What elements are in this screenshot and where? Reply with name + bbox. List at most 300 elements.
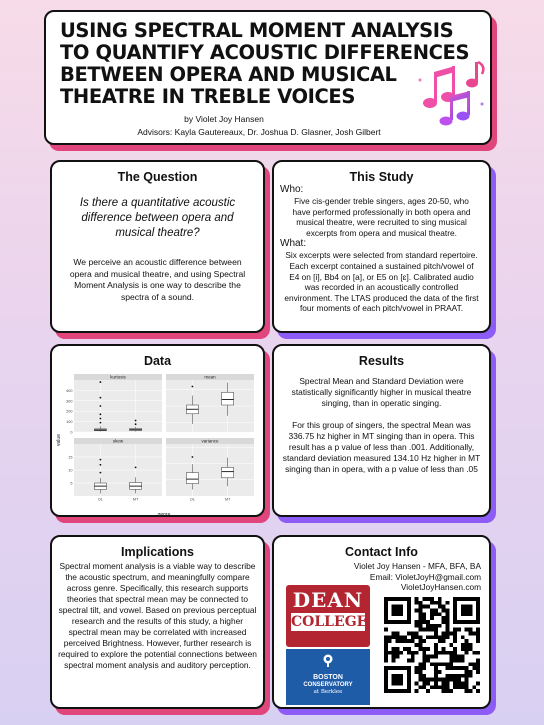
box bbox=[186, 473, 198, 484]
y-tick-label: 300 bbox=[66, 399, 73, 404]
qr-module bbox=[384, 609, 388, 613]
qr-module bbox=[422, 678, 426, 682]
boxplot-figure bbox=[56, 370, 260, 520]
qr-module bbox=[457, 666, 461, 670]
qr-module bbox=[453, 609, 457, 613]
qr-module bbox=[419, 662, 423, 666]
qr-module bbox=[438, 685, 442, 689]
qr-module bbox=[442, 616, 446, 620]
qr-module bbox=[422, 639, 426, 643]
qr-module bbox=[384, 647, 388, 651]
qr-module bbox=[457, 681, 461, 685]
boston-logo-line-3: at Berklee bbox=[313, 689, 343, 695]
qr-module bbox=[384, 616, 388, 620]
qr-module bbox=[449, 632, 453, 636]
title-line: TO QUANTIFY ACOUSTIC DIFFERENCES bbox=[60, 41, 470, 64]
contact-card bbox=[272, 535, 491, 709]
qr-module bbox=[434, 612, 438, 616]
qr-module bbox=[426, 658, 430, 662]
qr-module bbox=[453, 612, 457, 616]
qr-module bbox=[449, 689, 453, 693]
qr-module bbox=[453, 601, 457, 605]
qr-module bbox=[434, 662, 438, 666]
qr-module bbox=[399, 597, 403, 601]
qr-module bbox=[453, 674, 457, 678]
outlier-point bbox=[100, 405, 102, 407]
qr-module bbox=[449, 674, 453, 678]
qr-module bbox=[434, 628, 438, 632]
qr-module bbox=[468, 689, 472, 693]
qr-module bbox=[449, 655, 453, 659]
qr-module bbox=[476, 635, 480, 639]
qr-module bbox=[396, 612, 400, 616]
qr-module bbox=[396, 689, 400, 693]
qr-module bbox=[445, 681, 449, 685]
qr-module bbox=[453, 678, 457, 682]
qr-module bbox=[449, 651, 453, 655]
qr-module bbox=[415, 632, 419, 636]
qr-module bbox=[442, 609, 446, 613]
qr-module bbox=[419, 605, 423, 609]
qr-module bbox=[415, 651, 419, 655]
qr-module bbox=[403, 639, 407, 643]
qr-module bbox=[388, 689, 392, 693]
y-axis-label: value bbox=[56, 434, 62, 446]
qr-module bbox=[403, 597, 407, 601]
qr-module bbox=[472, 651, 476, 655]
qr-module bbox=[465, 681, 469, 685]
qr-module bbox=[415, 670, 419, 674]
qr-module bbox=[388, 666, 392, 670]
qr-module bbox=[384, 681, 388, 685]
qr-module bbox=[476, 658, 480, 662]
qr-module bbox=[384, 674, 388, 678]
qr-module bbox=[472, 685, 476, 689]
qr-module bbox=[434, 678, 438, 682]
qr-module bbox=[399, 666, 403, 670]
title-card bbox=[44, 10, 492, 145]
qr-module bbox=[415, 601, 419, 605]
qr-module bbox=[438, 612, 442, 616]
qr-module bbox=[419, 628, 423, 632]
qr-module bbox=[476, 597, 480, 601]
qr-module bbox=[453, 616, 457, 620]
qr-module bbox=[419, 674, 423, 678]
qr-module bbox=[476, 662, 480, 666]
qr-module bbox=[442, 605, 446, 609]
qr-module bbox=[396, 655, 400, 659]
qr-module bbox=[438, 597, 442, 601]
qr-module bbox=[392, 612, 396, 616]
qr-module bbox=[396, 597, 400, 601]
qr-module bbox=[415, 609, 419, 613]
qr-module bbox=[465, 685, 469, 689]
x-tick-label: OL bbox=[189, 497, 195, 502]
qr-module bbox=[419, 635, 423, 639]
qr-module bbox=[430, 609, 434, 613]
qr-module bbox=[468, 632, 472, 636]
qr-module bbox=[476, 666, 480, 670]
data-heading: Data bbox=[143, 354, 172, 368]
qr-module bbox=[445, 685, 449, 689]
qr-module bbox=[449, 678, 453, 682]
qr-module bbox=[403, 647, 407, 651]
qr-module bbox=[430, 628, 434, 632]
qr-module bbox=[426, 635, 430, 639]
qr-module bbox=[422, 685, 426, 689]
facet-label: mean bbox=[204, 374, 216, 380]
qr-module bbox=[399, 674, 403, 678]
x-axis-label: genre bbox=[157, 512, 171, 518]
qr-module bbox=[445, 674, 449, 678]
outlier-point bbox=[135, 420, 137, 422]
qr-module bbox=[468, 612, 472, 616]
qr-module bbox=[468, 647, 472, 651]
qr-module bbox=[442, 662, 446, 666]
qr-module bbox=[438, 601, 442, 605]
qr-module bbox=[445, 624, 449, 628]
qr-module bbox=[468, 674, 472, 678]
qr-module bbox=[407, 658, 411, 662]
qr-module bbox=[407, 620, 411, 624]
qr-module bbox=[445, 616, 449, 620]
qr-module bbox=[419, 670, 423, 674]
qr-module bbox=[472, 632, 476, 636]
qr-module bbox=[430, 635, 434, 639]
qr-module bbox=[388, 635, 392, 639]
qr-module bbox=[422, 612, 426, 616]
qr-module bbox=[384, 620, 388, 624]
outlier-point bbox=[100, 472, 102, 474]
qr-module bbox=[392, 678, 396, 682]
contact-website[interactable]: VioletJoyHansen.com bbox=[400, 582, 481, 592]
qr-module bbox=[476, 651, 480, 655]
qr-module bbox=[403, 666, 407, 670]
qr-module bbox=[415, 666, 419, 670]
qr-module bbox=[476, 601, 480, 605]
qr-code-icon[interactable] bbox=[384, 597, 480, 693]
qr-module bbox=[422, 658, 426, 662]
qr-module bbox=[465, 609, 469, 613]
qr-module bbox=[442, 685, 446, 689]
qr-module bbox=[430, 685, 434, 689]
qr-module bbox=[434, 670, 438, 674]
dean-logo-text: DEAN bbox=[292, 588, 364, 612]
title-line: BETWEEN OPERA AND MUSICAL bbox=[60, 63, 397, 86]
contact-email[interactable]: Email: VioletJoyH@gmail.com bbox=[369, 571, 481, 582]
contact-name: Violet Joy Hansen - MFA, BFA, BA bbox=[353, 561, 481, 571]
qr-module bbox=[415, 689, 419, 693]
qr-module bbox=[419, 666, 423, 670]
qr-module bbox=[476, 616, 480, 620]
qr-module bbox=[407, 647, 411, 651]
qr-module bbox=[434, 685, 438, 689]
qr-module bbox=[434, 609, 438, 613]
qr-module bbox=[384, 689, 388, 693]
qr-module bbox=[453, 620, 457, 624]
qr-module bbox=[419, 624, 423, 628]
qr-module bbox=[465, 643, 469, 647]
y-tick-label: 0 bbox=[70, 430, 73, 435]
qr-module bbox=[445, 632, 449, 636]
qr-module bbox=[442, 678, 446, 682]
implications-heading: Implications bbox=[121, 545, 194, 559]
qr-module bbox=[434, 632, 438, 636]
qr-module bbox=[407, 597, 411, 601]
qr-module bbox=[426, 681, 430, 685]
qr-module bbox=[399, 639, 403, 643]
qr-module bbox=[396, 681, 400, 685]
qr-module bbox=[445, 651, 449, 655]
qr-module bbox=[407, 666, 411, 670]
qr-module bbox=[396, 651, 400, 655]
qr-module bbox=[438, 651, 442, 655]
facet-label: skew bbox=[112, 438, 124, 444]
qr-module bbox=[426, 624, 430, 628]
study-card bbox=[272, 160, 491, 333]
qr-module bbox=[472, 662, 476, 666]
facet-label: variance bbox=[201, 438, 219, 444]
qr-module bbox=[457, 685, 461, 689]
qr-module bbox=[403, 635, 407, 639]
qr-module bbox=[465, 670, 469, 674]
qr-module bbox=[468, 605, 472, 609]
qr-module bbox=[449, 658, 453, 662]
qr-module bbox=[453, 651, 457, 655]
qr-module bbox=[434, 643, 438, 647]
qr-module bbox=[396, 666, 400, 670]
qr-module bbox=[419, 647, 423, 651]
outlier-point bbox=[100, 413, 102, 415]
qr-module bbox=[461, 635, 465, 639]
qr-module bbox=[453, 655, 457, 659]
y-tick-label: 5 bbox=[70, 481, 73, 486]
qr-module bbox=[384, 612, 388, 616]
qr-module bbox=[392, 681, 396, 685]
qr-module bbox=[457, 628, 461, 632]
qr-module bbox=[419, 678, 423, 682]
qr-module bbox=[461, 658, 465, 662]
qr-module bbox=[384, 643, 388, 647]
qr-module bbox=[442, 647, 446, 651]
qr-module bbox=[468, 643, 472, 647]
qr-module bbox=[465, 689, 469, 693]
outlier-point bbox=[192, 386, 194, 388]
qr-module bbox=[407, 639, 411, 643]
study-heading: This Study bbox=[349, 170, 414, 184]
qr-module bbox=[434, 666, 438, 670]
panel-background bbox=[166, 444, 254, 496]
qr-module bbox=[411, 651, 415, 655]
qr-module bbox=[434, 651, 438, 655]
qr-module bbox=[476, 605, 480, 609]
qr-module bbox=[426, 647, 430, 651]
qr-module bbox=[399, 651, 403, 655]
qr-module bbox=[453, 605, 457, 609]
qr-module bbox=[445, 666, 449, 670]
qr-module bbox=[449, 643, 453, 647]
qr-module bbox=[442, 620, 446, 624]
qr-module bbox=[472, 620, 476, 624]
qr-module bbox=[468, 670, 472, 674]
outlier-point bbox=[100, 418, 102, 420]
qr-module bbox=[396, 635, 400, 639]
qr-module bbox=[419, 620, 423, 624]
x-tick-label: MT bbox=[132, 497, 139, 502]
qr-module bbox=[419, 612, 423, 616]
what-label: What: bbox=[280, 238, 307, 250]
qr-module bbox=[438, 624, 442, 628]
qr-module bbox=[461, 620, 465, 624]
qr-module bbox=[384, 685, 388, 689]
qr-module bbox=[442, 651, 446, 655]
qr-module bbox=[392, 655, 396, 659]
outlier-point bbox=[100, 459, 102, 461]
qr-module bbox=[434, 624, 438, 628]
qr-module bbox=[399, 689, 403, 693]
qr-module bbox=[384, 605, 388, 609]
qr-module bbox=[415, 643, 419, 647]
outlier-point bbox=[135, 423, 137, 425]
qr-module bbox=[392, 597, 396, 601]
y-tick-label: 15 bbox=[68, 455, 73, 460]
qr-module bbox=[430, 624, 434, 628]
qr-module bbox=[449, 666, 453, 670]
qr-module bbox=[384, 628, 388, 632]
qr-module bbox=[476, 620, 480, 624]
qr-module bbox=[392, 658, 396, 662]
qr-module bbox=[407, 651, 411, 655]
qr-module bbox=[422, 597, 426, 601]
qr-module bbox=[461, 655, 465, 659]
music-notes-icon bbox=[412, 60, 492, 140]
qr-module bbox=[426, 628, 430, 632]
qr-module bbox=[430, 601, 434, 605]
qr-module bbox=[434, 674, 438, 678]
qr-module bbox=[392, 674, 396, 678]
qr-module bbox=[403, 620, 407, 624]
data-card bbox=[50, 344, 265, 517]
qr-module bbox=[461, 597, 465, 601]
qr-module bbox=[415, 624, 419, 628]
qr-module bbox=[426, 605, 430, 609]
qr-module bbox=[453, 685, 457, 689]
qr-module bbox=[422, 651, 426, 655]
qr-module bbox=[384, 651, 388, 655]
dean-college-logo bbox=[286, 585, 370, 647]
qr-module bbox=[438, 662, 442, 666]
qr-module bbox=[419, 643, 423, 647]
question-card bbox=[50, 160, 265, 333]
qr-module bbox=[422, 616, 426, 620]
qr-module bbox=[465, 597, 469, 601]
qr-module bbox=[461, 685, 465, 689]
qr-module bbox=[434, 635, 438, 639]
qr-module bbox=[384, 639, 388, 643]
qr-module bbox=[426, 620, 430, 624]
y-tick-label: 400 bbox=[66, 388, 73, 393]
qr-module bbox=[415, 597, 419, 601]
qr-module bbox=[453, 666, 457, 670]
qr-module bbox=[476, 670, 480, 674]
outlier-point bbox=[100, 422, 102, 424]
qr-module bbox=[396, 639, 400, 643]
qr-module bbox=[384, 658, 388, 662]
qr-module bbox=[457, 678, 461, 682]
qr-module bbox=[465, 647, 469, 651]
qr-module bbox=[461, 612, 465, 616]
qr-module bbox=[453, 597, 457, 601]
qr-module bbox=[426, 678, 430, 682]
qr-module bbox=[392, 620, 396, 624]
qr-module bbox=[392, 666, 396, 670]
qr-module bbox=[396, 647, 400, 651]
qr-module bbox=[422, 662, 426, 666]
qr-module bbox=[442, 681, 446, 685]
qr-module bbox=[430, 616, 434, 620]
contact-heading: Contact Info bbox=[345, 545, 418, 559]
qr-module bbox=[430, 655, 434, 659]
qr-module bbox=[445, 635, 449, 639]
results-heading: Results bbox=[358, 354, 405, 368]
qr-module bbox=[465, 612, 469, 616]
qr-module bbox=[468, 662, 472, 666]
qr-module bbox=[419, 685, 423, 689]
qr-module bbox=[422, 647, 426, 651]
qr-module bbox=[442, 689, 446, 693]
qr-module bbox=[476, 628, 480, 632]
qr-module bbox=[407, 681, 411, 685]
qr-module bbox=[438, 605, 442, 609]
what-text: Six excerpts were selected from standard repertoire. Each excerpt contained a sustained pitch/vowel of E4 on [i], Bb4 on [a], or E5 on [ɛ]. Calibrated audio was recorded in an acoustically controlled environment. The LTAS produced the data of the first four moments of each pitch/vowel in PRAAT. bbox=[284, 250, 479, 314]
qr-module bbox=[453, 681, 457, 685]
qr-module bbox=[465, 666, 469, 670]
qr-module bbox=[445, 689, 449, 693]
qr-module bbox=[422, 655, 426, 659]
qr-module bbox=[476, 681, 480, 685]
qr-module bbox=[384, 635, 388, 639]
qr-module bbox=[396, 678, 400, 682]
qr-module bbox=[399, 681, 403, 685]
qr-module bbox=[457, 655, 461, 659]
college-logo-text: COLLEGE bbox=[291, 614, 368, 630]
qr-module bbox=[392, 605, 396, 609]
qr-module bbox=[442, 639, 446, 643]
qr-module bbox=[388, 651, 392, 655]
qr-module bbox=[465, 651, 469, 655]
qr-module bbox=[453, 647, 457, 651]
qr-module bbox=[461, 681, 465, 685]
qr-module bbox=[445, 609, 449, 613]
qr-module bbox=[422, 674, 426, 678]
qr-module bbox=[411, 632, 415, 636]
qr-module bbox=[468, 609, 472, 613]
qr-module bbox=[384, 597, 388, 601]
qr-module bbox=[419, 616, 423, 620]
qr-module bbox=[407, 601, 411, 605]
qr-module bbox=[419, 639, 423, 643]
panel-background bbox=[74, 380, 162, 432]
qr-module bbox=[407, 605, 411, 609]
qr-module bbox=[445, 612, 449, 616]
results-para-2: For this group of singers, the spectral Mean was 336.75 hz higher in MT singing than in opera. This result has a p value of less than .001. Additionally, standard deviation measured 134.10 Hz higher in MT singing than in opera, with a p value of less than .05 bbox=[282, 420, 481, 474]
qr-module bbox=[434, 601, 438, 605]
qr-module bbox=[465, 678, 469, 682]
qr-module bbox=[453, 635, 457, 639]
qr-module bbox=[422, 605, 426, 609]
qr-module bbox=[407, 616, 411, 620]
qr-module bbox=[438, 678, 442, 682]
